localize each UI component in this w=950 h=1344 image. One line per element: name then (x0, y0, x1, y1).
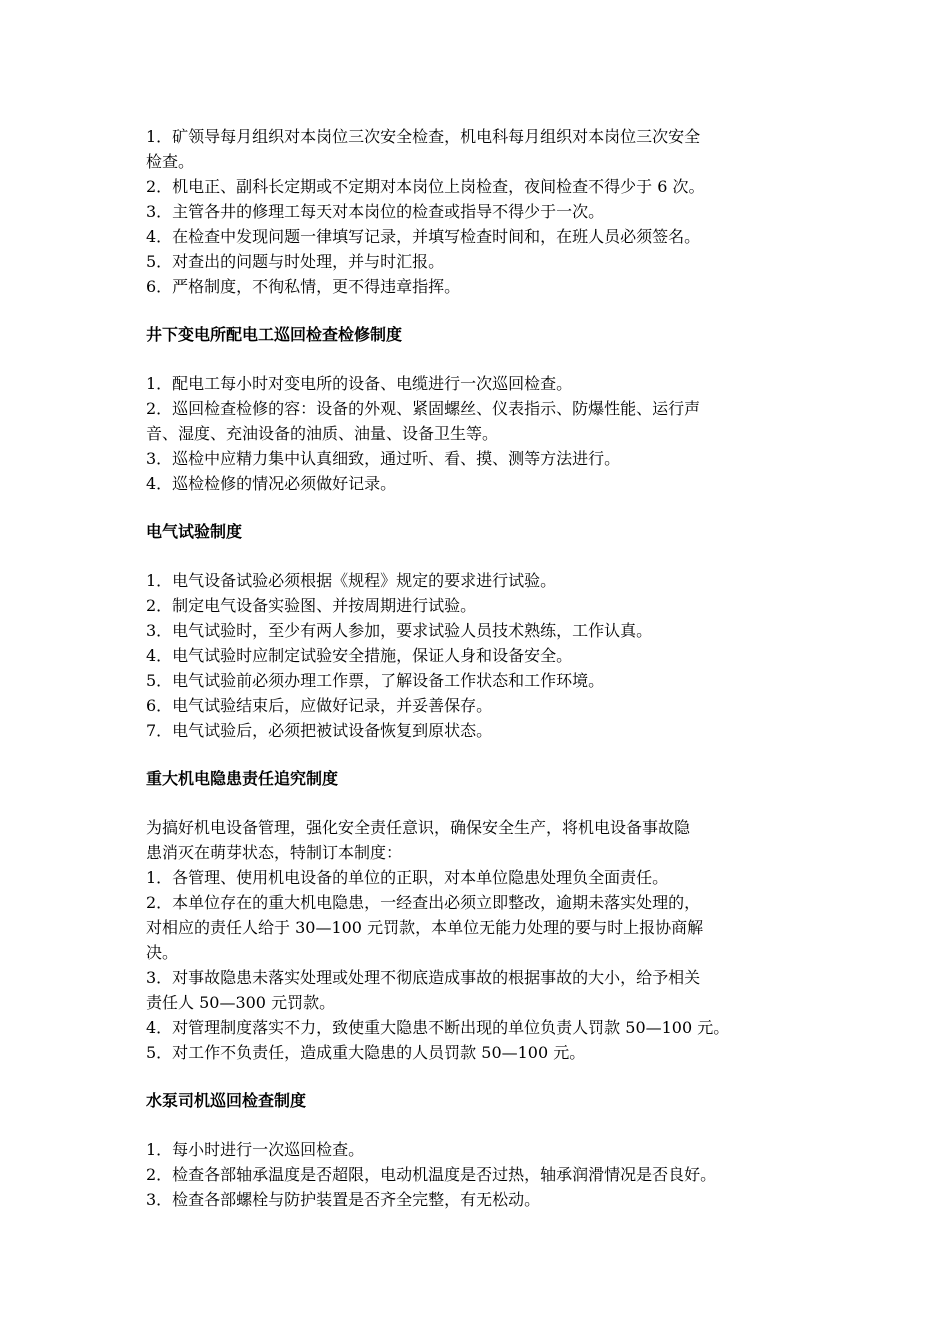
list-item: 2．本单位存在的重大机电隐患，一经查出必须立即整改，逾期未落实处理的， (146, 893, 701, 912)
list-item: 7．电气试验后，必须把被试设备恢复到原状态。 (146, 721, 493, 740)
list-item: 1．配电工每小时对变电所的设备、电缆进行一次巡回检查。 (146, 374, 573, 393)
list-item: 2．检查各部轴承温度是否超限，电动机温度是否过热，轴承润滑情况是否良好。 (146, 1165, 717, 1184)
section-body (146, 371, 826, 496)
section-heading: 重大机电隐患责任追究制度 (146, 769, 339, 788)
section-heading: 井下变电所配电工巡回检查检修制度 (146, 325, 403, 344)
list-item: 3．电气试验时，至少有两人参加，要求试验人员技术熟练，工作认真。 (146, 621, 653, 640)
list-item: 6．电气试验结束后，应做好记录，并妥善保存。 (146, 696, 493, 715)
list-item: 1．各管理、使用机电设备的单位的正职，对本单位隐患处理负全面责任。 (146, 868, 669, 887)
section-heading: 电气试验制度 (146, 522, 243, 541)
list-item: 音、湿度、充油设备的油质、油量、设备卫生等。 (146, 424, 499, 443)
list-item: 5．对查出的问题与时处理，并与时汇报。 (146, 252, 445, 271)
list-item: 6．严格制度，不徇私情，更不得违章指挥。 (146, 277, 461, 296)
list-item: 4．在检查中发现问题一律填写记录，并填写检查时间和，在班人员必须签名。 (146, 227, 701, 246)
list-item: 3．对事故隐患未落实处理或处理不彻底造成事故的根据事故的大小，给予相关 (146, 968, 701, 987)
list-item: 责任人 50—300 元罚款。 (146, 993, 336, 1012)
list-item: 1．每小时进行一次巡回检查。 (146, 1140, 365, 1159)
list-item: 3．主管各井的修理工每天对本岗位的检查或指导不得少于一次。 (146, 202, 605, 221)
list-item: 5．电气试验前必须办理工作票，了解设备工作状态和工作环境。 (146, 671, 605, 690)
section-body (146, 1137, 826, 1212)
document-page (146, 124, 826, 1212)
list-item: 2．制定电气设备实验图、并按周期进行试验。 (146, 596, 477, 615)
section-body (146, 815, 826, 1065)
section-body (146, 568, 826, 743)
intro-list (146, 124, 826, 299)
list-item: 决。 (146, 943, 179, 962)
list-item: 3．检查各部螺栓与防护装置是否齐全完整，有无松动。 (146, 1190, 541, 1209)
list-item: 1．电气设备试验必须根据《规程》规定的要求进行试验。 (146, 571, 557, 590)
list-item: 4．巡检检修的情况必须做好记录。 (146, 474, 397, 493)
list-item: 对相应的责任人给于 30—100 元罚款，本单位无能力处理的要与时上报协商解 (146, 918, 704, 937)
list-item: 1．矿领导每月组织对本岗位三次安全检查，机电科每月组织对本岗位三次安全 (146, 127, 701, 146)
list-item: 2．机电正、副科长定期或不定期对本岗位上岗检查，夜间检查不得少于 6 次。 (146, 177, 705, 196)
list-item: 4．电气试验时应制定试验安全措施，保证人身和设备安全。 (146, 646, 573, 665)
list-item: 检查。 (146, 152, 195, 171)
list-item: 5．对工作不负责任，造成重大隐患的人员罚款 50—100 元。 (146, 1043, 586, 1062)
section-heading: 水泵司机巡回检查制度 (146, 1091, 307, 1110)
list-item: 4．对管理制度落实不力，致使重大隐患不断出现的单位负责人罚款 50—100 元。 (146, 1018, 730, 1037)
list-item: 2．巡回检查检修的容：设备的外观、紧固螺丝、仪表指示、防爆性能、运行声 (146, 399, 701, 418)
paragraph-line: 患消灭在萌芽状态，特制订本制度： (146, 843, 403, 862)
paragraph-line: 为搞好机电设备管理，强化安全责任意识，确保安全生产，将机电设备事故隐 (146, 818, 691, 837)
list-item: 3．巡检中应精力集中认真细致，通过听、看、摸、测等方法进行。 (146, 449, 621, 468)
